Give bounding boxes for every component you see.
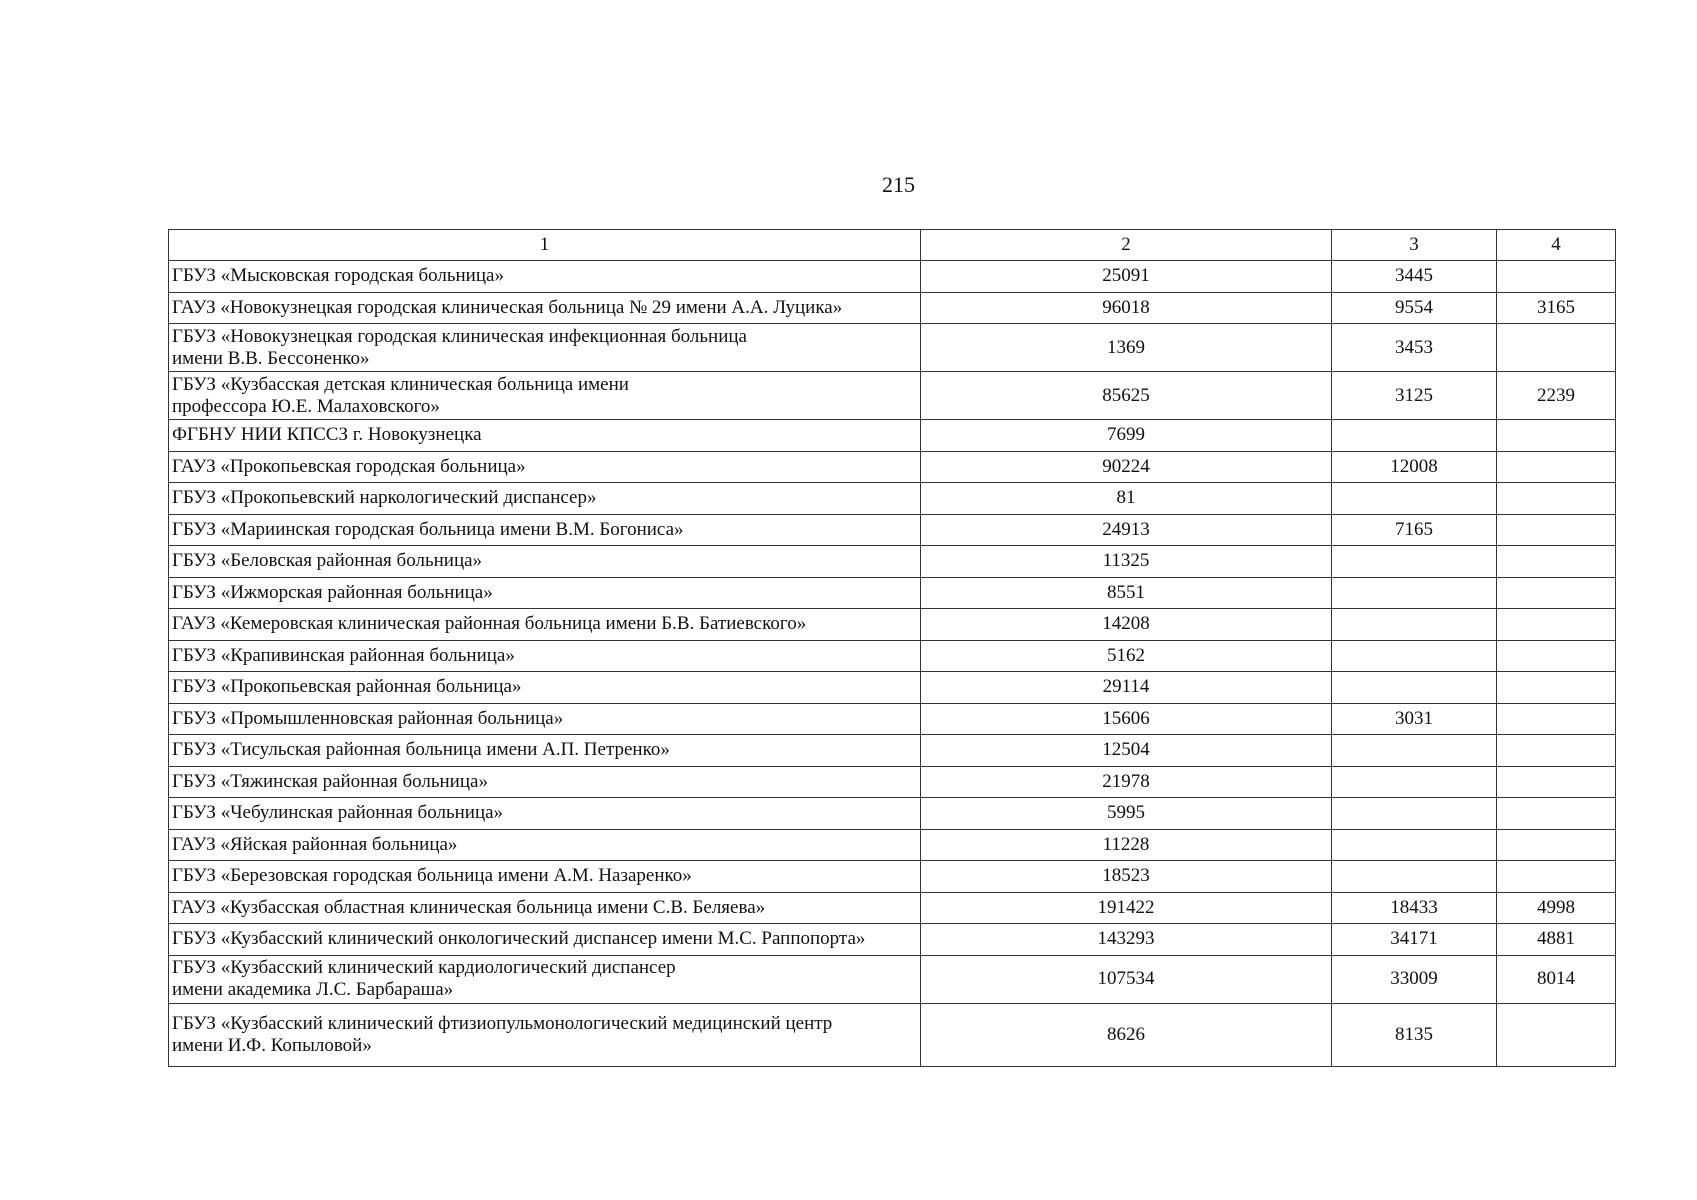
institution-name: ГБУЗ «Кузбасский клинический онкологический диспансер имени М.С. Раппопорта» bbox=[172, 928, 866, 950]
value-cell-col4 bbox=[1497, 577, 1616, 609]
value-cell-col4 bbox=[1497, 829, 1616, 861]
value-cell-col2: 5995 bbox=[921, 798, 1332, 830]
value-cell-col3 bbox=[1332, 829, 1497, 861]
value-cell-col4: 4998 bbox=[1497, 892, 1616, 924]
table-row bbox=[169, 483, 1616, 515]
institution-name-cell bbox=[169, 483, 921, 515]
value-cell-col2: 14208 bbox=[921, 609, 1332, 641]
value-cell-col2: 85625 bbox=[921, 372, 1332, 420]
value-cell-col2: 8551 bbox=[921, 577, 1332, 609]
value-cell-col3: 34171 bbox=[1332, 924, 1497, 956]
institution-name-cell bbox=[169, 261, 921, 293]
institution-name-cell bbox=[169, 892, 921, 924]
value-cell-col4 bbox=[1497, 546, 1616, 578]
value-cell-col4 bbox=[1497, 609, 1616, 641]
institution-name-cell bbox=[169, 420, 921, 452]
value-cell-col2: 107534 bbox=[921, 955, 1332, 1003]
institution-name: ГБУЗ «Прокопьевский наркологический диспансер» bbox=[172, 487, 597, 509]
value-cell-col3: 12008 bbox=[1332, 451, 1497, 483]
value-cell-col3 bbox=[1332, 577, 1497, 609]
value-cell-col2: 18523 bbox=[921, 861, 1332, 893]
value-cell-col2: 1369 bbox=[921, 324, 1332, 372]
value-cell-col2: 143293 bbox=[921, 924, 1332, 956]
institution-name-cell bbox=[169, 292, 921, 324]
table-row bbox=[169, 546, 1616, 578]
column-header-4: 4 bbox=[1497, 230, 1616, 261]
institution-name: ГБУЗ «Мысковская городская больница» bbox=[172, 265, 504, 287]
table-row bbox=[169, 766, 1616, 798]
value-cell-col4 bbox=[1497, 420, 1616, 452]
data-table bbox=[168, 229, 1616, 1067]
table-row bbox=[169, 640, 1616, 672]
value-cell-col3: 8135 bbox=[1332, 1003, 1497, 1066]
page-number: 215 bbox=[882, 172, 915, 197]
table-row bbox=[169, 451, 1616, 483]
institution-name-cell bbox=[169, 672, 921, 704]
value-cell-col3: 3445 bbox=[1332, 261, 1497, 293]
institution-name: ГБУЗ «Березовская городская больница имени А.М. Назаренко» bbox=[172, 865, 692, 887]
institution-name-cell bbox=[169, 324, 921, 372]
institution-name: ГБУЗ «Чебулинская районная больница» bbox=[172, 802, 504, 824]
value-cell-col3 bbox=[1332, 735, 1497, 767]
value-cell-col4 bbox=[1497, 451, 1616, 483]
institution-name: ГБУЗ «Тисульская районная больница имени А.П. Петренко» bbox=[172, 739, 670, 761]
institution-name-cell bbox=[169, 861, 921, 893]
table-row bbox=[169, 1003, 1616, 1066]
institution-name-cell bbox=[169, 703, 921, 735]
table-row bbox=[169, 292, 1616, 324]
table-row bbox=[169, 735, 1616, 767]
value-cell-col3 bbox=[1332, 861, 1497, 893]
value-cell-col4 bbox=[1497, 1003, 1616, 1066]
institution-name: ГБУЗ «Прокопьевская районная больница» bbox=[172, 676, 522, 698]
institution-name-cell bbox=[169, 829, 921, 861]
value-cell-col2: 81 bbox=[921, 483, 1332, 515]
table-row bbox=[169, 514, 1616, 546]
value-cell-col4 bbox=[1497, 640, 1616, 672]
value-cell-col4 bbox=[1497, 735, 1616, 767]
value-cell-col2: 90224 bbox=[921, 451, 1332, 483]
institution-name: ГБУЗ «Ижморская районная больница» bbox=[172, 581, 493, 603]
institution-name: ГБУЗ «Промышленновская районная больница» bbox=[172, 707, 564, 729]
value-cell-col4 bbox=[1497, 703, 1616, 735]
value-cell-col4 bbox=[1497, 672, 1616, 704]
institution-name-cell bbox=[169, 514, 921, 546]
value-cell-col3 bbox=[1332, 609, 1497, 641]
table-row bbox=[169, 924, 1616, 956]
value-cell-col3: 7165 bbox=[1332, 514, 1497, 546]
value-cell-col4 bbox=[1497, 261, 1616, 293]
table-body bbox=[169, 230, 1616, 1067]
value-cell-col3 bbox=[1332, 483, 1497, 515]
table-row bbox=[169, 672, 1616, 704]
institution-name: ГБУЗ «Мариинская городская больница имени В.М. Богониса» bbox=[172, 518, 684, 540]
value-cell-col4: 2239 bbox=[1497, 372, 1616, 420]
value-cell-col3: 3031 bbox=[1332, 703, 1497, 735]
table-row bbox=[169, 955, 1616, 1003]
value-cell-col3 bbox=[1332, 546, 1497, 578]
value-cell-col2: 8626 bbox=[921, 1003, 1332, 1066]
institution-name-cell bbox=[169, 451, 921, 483]
value-cell-col4: 3165 bbox=[1497, 292, 1616, 324]
institution-name-cell bbox=[169, 766, 921, 798]
value-cell-col2: 12504 bbox=[921, 735, 1332, 767]
value-cell-col3 bbox=[1332, 798, 1497, 830]
institution-name: ГБУЗ «Тяжинская районная больница» bbox=[172, 770, 488, 792]
value-cell-col2: 96018 bbox=[921, 292, 1332, 324]
value-cell-col2: 15606 bbox=[921, 703, 1332, 735]
value-cell-col3: 3453 bbox=[1332, 324, 1497, 372]
value-cell-col2: 29114 bbox=[921, 672, 1332, 704]
institution-name: ГАУЗ «Новокузнецкая городская клиническая больница № 29 имени А.А. Луцика» bbox=[172, 296, 843, 318]
institution-name-cell bbox=[169, 609, 921, 641]
institution-name-cell bbox=[169, 546, 921, 578]
value-cell-col4: 4881 bbox=[1497, 924, 1616, 956]
value-cell-col4 bbox=[1497, 324, 1616, 372]
institution-name-cell bbox=[169, 1003, 921, 1066]
value-cell-col3: 33009 bbox=[1332, 955, 1497, 1003]
institution-name: ГБУЗ «Крапивинская районная больница» bbox=[172, 644, 515, 666]
value-cell-col3: 18433 bbox=[1332, 892, 1497, 924]
institution-name: ГБУЗ «Беловская районная больница» bbox=[172, 550, 483, 572]
value-cell-col3 bbox=[1332, 766, 1497, 798]
value-cell-col3: 9554 bbox=[1332, 292, 1497, 324]
institution-name: ГБУЗ «Кузбасский клинический кардиологический диспансер имени академика Л.С. Барбараша» bbox=[172, 957, 676, 1000]
institution-name-cell bbox=[169, 735, 921, 767]
value-cell-col2: 11325 bbox=[921, 546, 1332, 578]
institution-name-cell bbox=[169, 640, 921, 672]
institution-name-cell bbox=[169, 372, 921, 420]
value-cell-col4: 8014 bbox=[1497, 955, 1616, 1003]
value-cell-col4 bbox=[1497, 483, 1616, 515]
table-row bbox=[169, 324, 1616, 372]
value-cell-col4 bbox=[1497, 766, 1616, 798]
table-header-row bbox=[169, 230, 1616, 261]
table-row bbox=[169, 261, 1616, 293]
institution-name: ФГБНУ НИИ КПССЗ г. Новокузнецка bbox=[172, 424, 482, 446]
column-header-2: 2 bbox=[921, 230, 1332, 261]
value-cell-col2: 5162 bbox=[921, 640, 1332, 672]
value-cell-col2: 7699 bbox=[921, 420, 1332, 452]
value-cell-col3: 3125 bbox=[1332, 372, 1497, 420]
table-row bbox=[169, 609, 1616, 641]
value-cell-col2: 24913 bbox=[921, 514, 1332, 546]
value-cell-col4 bbox=[1497, 514, 1616, 546]
institution-name: ГБУЗ «Кузбасская детская клиническая больница имени профессора Ю.Е. Малаховского» bbox=[172, 373, 629, 417]
table-row bbox=[169, 829, 1616, 861]
value-cell-col4 bbox=[1497, 798, 1616, 830]
table-row bbox=[169, 703, 1616, 735]
value-cell-col2: 191422 bbox=[921, 892, 1332, 924]
value-cell-col3 bbox=[1332, 672, 1497, 704]
table-row bbox=[169, 861, 1616, 893]
institution-name: ГАУЗ «Прокопьевская городская больница» bbox=[172, 455, 526, 477]
institution-name-cell bbox=[169, 577, 921, 609]
table-row bbox=[169, 372, 1616, 420]
table-row bbox=[169, 420, 1616, 452]
value-cell-col3 bbox=[1332, 420, 1497, 452]
institution-name: ГАУЗ «Кузбасская областная клиническая больница имени С.В. Беляева» bbox=[172, 896, 766, 918]
value-cell-col4 bbox=[1497, 861, 1616, 893]
column-header-3: 3 bbox=[1332, 230, 1497, 261]
institution-name-cell bbox=[169, 955, 921, 1003]
value-cell-col2: 25091 bbox=[921, 261, 1332, 293]
table-row bbox=[169, 577, 1616, 609]
value-cell-col2: 21978 bbox=[921, 766, 1332, 798]
table-row bbox=[169, 798, 1616, 830]
institution-name: ГАУЗ «Яйская районная больница» bbox=[172, 833, 458, 855]
value-cell-col3 bbox=[1332, 640, 1497, 672]
table-row bbox=[169, 892, 1616, 924]
value-cell-col2: 11228 bbox=[921, 829, 1332, 861]
institution-name-cell bbox=[169, 924, 921, 956]
column-header-1: 1 bbox=[169, 230, 921, 261]
institution-name: ГБУЗ «Новокузнецкая городская клиническая инфекционная больница имени В.В. Бессоненко» bbox=[172, 325, 747, 369]
institution-name: ГБУЗ «Кузбасский клинический фтизиопульмонологический медицинский центр имени И.Ф. Копыловой» bbox=[172, 1012, 833, 1056]
institution-name-cell bbox=[169, 798, 921, 830]
institution-name: ГАУЗ «Кемеровская клиническая районная больница имени Б.В. Батиевского» bbox=[172, 613, 807, 635]
